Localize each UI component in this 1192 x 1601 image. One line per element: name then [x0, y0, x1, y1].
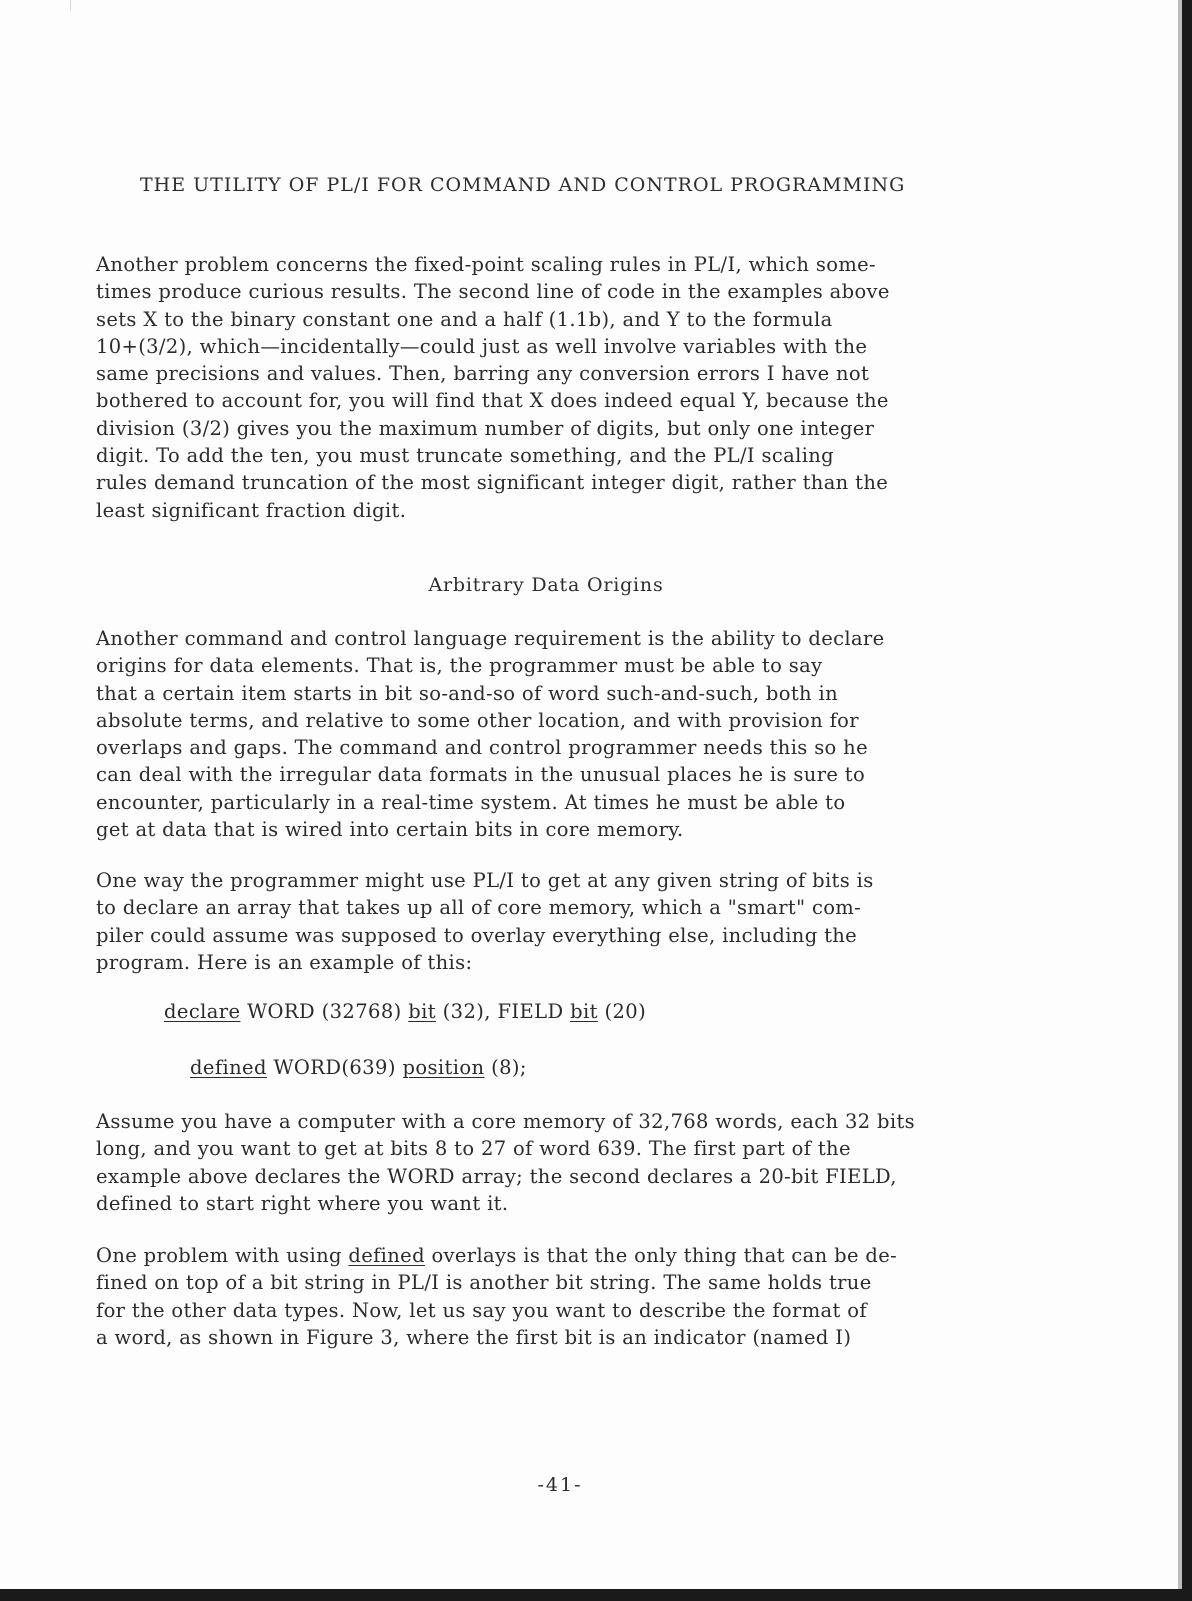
keyword-bit: bit — [570, 1000, 598, 1023]
section-heading: Arbitrary Data Origins — [428, 574, 664, 596]
text-line: 10+(3/2), which—incidentally—could just as well involve variables with the — [96, 334, 868, 358]
page-number: -41- — [537, 1474, 583, 1496]
text-line: can deal with the irregular data formats in the unusual places he is sure to — [96, 763, 866, 787]
text-line: to declare an array that takes up all of core memory, which a "smart" com- — [96, 896, 862, 920]
paragraph-core-memory-example — [96, 1108, 1056, 1217]
text-line: Another command and control language requirement is the ability to declare — [96, 627, 885, 650]
code-text: (32), FIELD — [436, 1000, 571, 1023]
text-line: One way the programmer might use PL/I to get at any given string of bits is — [96, 869, 874, 892]
text-segment: One problem with using — [96, 1244, 349, 1267]
text-line: encounter, particularly in a real-time system. At times he must be able to — [96, 790, 846, 814]
text-segment: overlays is that the only thing that can be de- — [424, 1244, 898, 1267]
text-line: example above declares the WORD array; the second declares a 20-bit FIELD, — [96, 1164, 897, 1188]
paragraph-defined-overlays — [96, 1242, 1056, 1351]
text-line: least significant fraction digit. — [96, 498, 407, 522]
text-line: get at data that is wired into certain bits in core memory. — [96, 818, 684, 842]
text-line: bothered to account for, you will find that X does indeed equal Y, because the — [96, 389, 889, 413]
text-line: a word, as shown in Figure 3, where the first bit is an indicator (named I) — [96, 1325, 852, 1349]
keyword-declare: declare — [164, 1000, 241, 1023]
paragraph-array-overlay — [96, 867, 1056, 976]
paragraph-data-origins — [96, 625, 1056, 843]
text-line: origins for data elements. That is, the programmer must be able to say — [96, 654, 823, 678]
text-line: Assume you have a computer with a core memory of 32,768 words, each 32 bits — [96, 1110, 916, 1133]
text-line: division (3/2) gives you the maximum number of digits, but only one integer — [96, 416, 875, 440]
code-line-defined — [190, 1056, 527, 1079]
text-line: times produce curious results. The second line of code in the examples above — [96, 280, 890, 304]
text-line: program. Here is an example of this: — [96, 950, 473, 974]
scan-mark — [70, 0, 71, 10]
text-line: long, and you want to get at bits 8 to 27 of word 639. The first part of the — [96, 1137, 851, 1161]
text-line: that a certain item starts in bit so-and-so of word such-and-such, both in — [96, 681, 838, 705]
code-text: (20) — [597, 1000, 647, 1023]
code-text: (8); — [484, 1056, 527, 1079]
scan-border-right — [1182, 0, 1192, 1601]
text-line: digit. To add the ten, you must truncate something, and the PL/I scaling — [96, 444, 835, 468]
text-line: for the other data types. Now, let us say you want to describe the format of — [96, 1298, 867, 1322]
scan-border-bottom — [0, 1589, 1192, 1601]
keyword-defined: defined — [190, 1056, 267, 1079]
text-line: defined to start right where you want it. — [96, 1191, 509, 1215]
text-line: fined on top of a bit string in PL/I is another bit string. The same holds true — [96, 1271, 872, 1295]
keyword-defined: defined — [348, 1244, 425, 1267]
text-line: sets X to the binary constant one and a half (1.1b), and Y to the formula — [96, 307, 833, 331]
text-line: same precisions and values. Then, barring any conversion errors I have not — [96, 362, 870, 386]
code-text: WORD (32768) — [240, 1000, 409, 1023]
text-line: Another problem concerns the fixed-point scaling rules in PL/I, which some- — [96, 253, 876, 276]
keyword-position: position — [402, 1056, 485, 1079]
text-line: absolute terms, and relative to some other location, and with provision for — [96, 708, 859, 732]
code-line-declare — [164, 1000, 646, 1023]
text-line: overlaps and gaps. The command and control programmer needs this so he — [96, 736, 868, 760]
paragraph-scaling-rules — [96, 251, 1056, 524]
text-line — [96, 1242, 1056, 1269]
code-text: WORD(639) — [266, 1056, 403, 1079]
text-line: rules demand truncation of the most significant integer digit, rather than the — [96, 471, 889, 495]
text-line: piler could assume was supposed to overlay everything else, including the — [96, 923, 858, 947]
keyword-bit: bit — [408, 1000, 437, 1023]
running-head: THE UTILITY OF PL/I FOR COMMAND AND CONTROL PROGRAMMING — [140, 174, 906, 196]
